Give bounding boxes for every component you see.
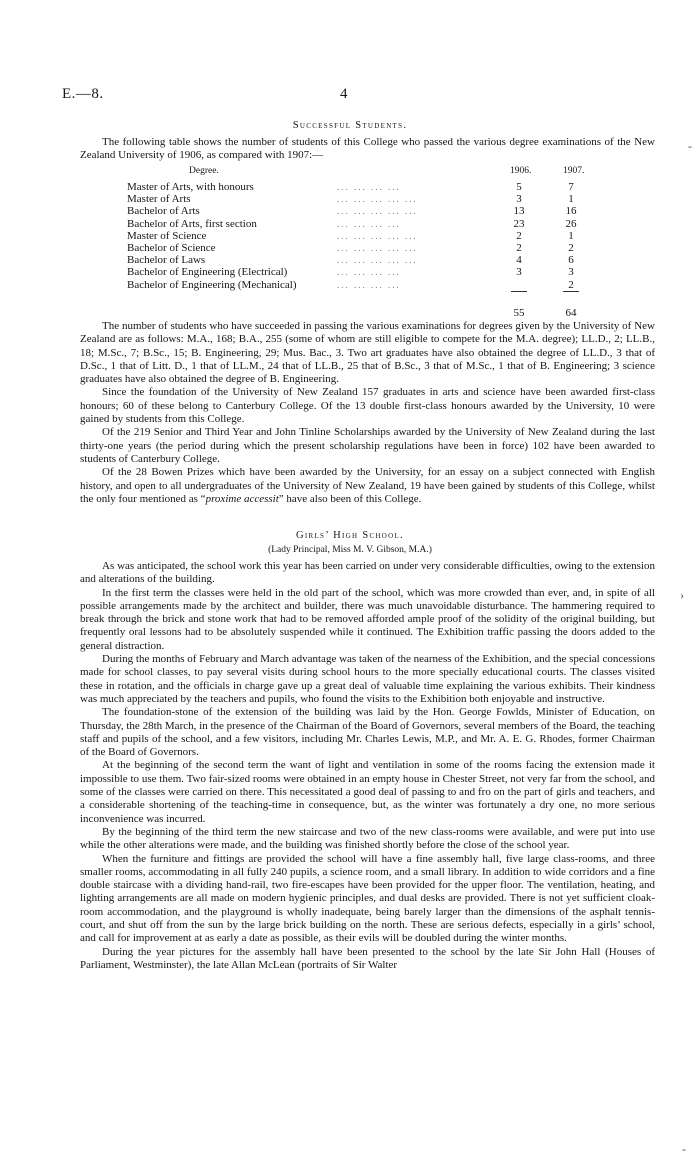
leader-dots: ... ... ... ... [337,182,401,192]
value-1907: 3 [568,266,574,279]
leader-dots: ... ... ... ... [337,267,401,278]
section2-body [80,560,655,972]
paragraph-foundation-stone: The foundation-stone of the extension of the building was laid by the Hon. George Fowlds, Minister of Education, on Thursday, the 28th March, in the presence of the Chairman of the Board of Governors, several members of the Board, the teaching staff and pupils of the school, and a few visitors, including Mr. Charles Lewis, M.P., and Mr. A. E. G. Rhodes, former Chairman of the Board of Governors. [80,706,655,759]
paragraph-second-term: At the beginning of the second term the want of light and ventilation in some of the rooms facing the extension made it impossible to use them. Two fair-sized rooms were obtained in an empty house in Chester Street, not very far from the school, and some of the classes were carried on there. This necessitated a good deal of passing to and fro on the part of girls and teachers, and a considerable shortening of the teaching-time in consequence, but, as the winter was fortunately a dry one, no more serious inconvenience was incurred. [80,759,655,825]
paragraph-pictures: During the year pictures for the assembly hall have been presented to the school by the late Sir John Hall (Houses of Parliament, Westminster), the late Allan McLean (portraits of Sir Walter [80,945,655,971]
paragraph-first-term: In the first term the classes were held in the old part of the school, which was more crowded than ever, and, in spite of all possible arrangements made by the architect and builder, there was much unavoidable disturbance. The hammering required to break through the brick and stone work that had to be removed afforded ample proof of the solidity of the original building, but frequently oral lessons had to be absolutely suspended while it continued. The Exhibition traffic passing the doors added to the general distraction. [80,586,655,652]
intro-text: The following table shows the number of students of this College who passed the various degree examinations of the New Zealand University of 1906, as compared with 1907:— [80,136,655,162]
degree-label: Bachelor of Laws [127,254,206,267]
leader-dots: ... ... ... ... ... [337,206,418,217]
degree-label: Bachelor of Engineering (Mechanical) [127,278,297,291]
leader-dots: ... ... ... ... [337,279,401,290]
degree-label: Bachelor of Science [127,241,216,254]
value-1907: 16 [565,205,577,218]
section1-body [80,320,655,506]
paragraph-scholarships: Of the 219 Senior and Third Year and John Tinline Scholarships awarded by the University of New Zealand during the last thirty-one years (the period during which the present scholarship regulations have been in force) 102 have been awarded to students of Canterbury College. [80,426,655,465]
value-1907: 6 [568,254,574,267]
value-1906: 23 [513,217,525,230]
degree-label: Master of Arts, with honours [127,181,254,193]
header-1906: 1906. [510,166,532,176]
value-1906: 5 [516,181,522,193]
degree-label: Bachelor of Arts [127,205,200,218]
value-1907: 26 [565,217,577,230]
value-1907: 2 [568,278,574,291]
value-1906: 13 [513,205,525,218]
table-row [127,218,597,230]
value-1907: 7 [568,181,574,193]
page-number: 4 [340,86,348,102]
value-1906: 3 [516,266,522,279]
value-1907: 1 [568,229,574,242]
leader-dots: ... ... ... ... ... [337,230,418,241]
table-header [127,166,597,181]
paragraph-third-term: By the beginning of the third term the new staircase and two of the new class-rooms were available, and were put into use while the other alterations were made, and the building was finished shortly before the close of the school year. [80,825,655,852]
paragraph-anticipated: As was anticipated, the school work this year has been carried on under very considerable difficulties, owing to the extension and alterations of the building. [80,560,655,586]
section-subtitle-principal: (Lady Principal, Miss M. V. Gibson, M.A.) [268,545,432,555]
value-1907: 2 [568,241,574,254]
value-1907: 1 [568,193,574,206]
paragraph-furniture: When the furniture and fittings are provided the school will have a fine assembly hall, five large class-rooms, and three smaller rooms, accommodating in all fully 240 pupils, a science room, and a small library. In addition to wide corridors and a fine double staircase with a dividing hand-rail, two fire-escapes have been provided for the upper floor. The ventilation, heating, and lighting arrangements are all made on modern hygienic principles, and dual desks are provided. There is not yet sufficient cloak-room accommodation, and the playground is wholly inadequate, being barely larger than the dimensions of the asphalt tennis-court, and shut off from the sun by the large brick building on the north. These are serious defects, especially in a girls’ school, and call for improvement at as early a date as possible, as their evils will be doubled during the winter months. [80,852,655,945]
total-1906: 55 [513,306,525,319]
table-row [127,181,597,193]
value-1906: 4 [516,254,522,267]
degree-label: Bachelor of Engineering (Electrical) [127,266,288,279]
intro-paragraph [80,136,655,163]
report-code: E.—8. [62,86,104,102]
table-row [127,266,597,278]
paragraph-degrees-count: The number of students who have succeeded in passing the various examinations for degrees given by the University of New Zealand are as follows: M.A., 168; B.A., 255 (some of whom are still eligible to compete for the M.A. degree); LL.D., 2; LL.B., 18; M.Sc., 7; B.Sc., 15; B. Engineering, 29; Mus. Bac., 3. Two art graduates have also obtained the degree of LL.D., 3 that of D.Sc., 1 that of Litt. D., 1 that of LL.M., 24 that of LL.B., 25 that of B.Sc., 3 that of M.Sc., 1 that of B. Engineering; 3 science graduates have also obtained the degree of B. Engineering. [80,320,655,386]
degree-label: Master of Science [127,229,207,242]
table-row [127,279,597,291]
table-row [127,230,597,242]
paragraph-exhibition: During the months of February and March advantage was taken of the nearness of the Exhibition, and the special concessions made for school classes, to pay several visits during school hours to the more specially educational courts. The classes visited these in rotation, and the officials in charge gave up a great deal of valuable time explaining the various exhibits. Their kindness was much appreciated by the teachers and pupils, who found the visits to the Exhibition both enjoyable and instructive. [80,653,655,705]
leader-dots: ... ... ... ... ... [337,242,418,253]
header-1907: 1907. [563,166,585,176]
table-row [127,254,597,266]
value-1906: 2 [516,229,522,242]
table-row [127,193,597,205]
value-1906: 2 [516,241,522,254]
margin-mark: ‐ [688,139,692,153]
table-row [127,242,597,254]
table-row [127,205,597,217]
degrees-table [127,166,597,319]
table-body [127,181,597,291]
paragraph-honours: Since the foundation of the University of New Zealand 157 graduates in arts and science have been awarded first-class honours; 60 of these belong to Canterbury College. Of the 13 double first-class honours awarded by the University, 10 were gained by students from this College. [80,386,655,426]
section-title-girls-high-school: Girls’ High School. [295,530,405,541]
degree-label: Master of Arts [127,193,191,206]
value-1906: 3 [516,193,522,206]
table-total-values [127,305,597,319]
paragraph-bowen-prizes [80,466,655,506]
leader-dots: ... ... ... ... ... [337,255,418,266]
bowen-text-b: ” have also been of this College. [278,492,422,505]
header-degree: Degree. [189,166,219,176]
table-total-row [127,291,597,305]
margin-mark: ‐ [682,1142,686,1156]
margin-mark: › [680,588,684,602]
section-title-successful-students: Successful Students. [292,120,408,131]
total-1907: 64 [565,306,577,319]
bowen-emphasis: proxime accessit [205,492,279,505]
bowen-text-a: Of the 28 Bowen Prizes which have been awarded by the University, for an essay on a subject connected with English history, and open to all undergraduates of the University of New Zealand, 19 have been gained by students of this College, whilst the only four mentioned as “ [80,466,655,505]
total-rule-1907 [563,291,579,292]
degree-label: Bachelor of Arts, first section [127,217,257,230]
leader-dots: ... ... ... ... ... [337,194,418,205]
total-rule-1906 [511,291,527,292]
leader-dots: ... ... ... ... [337,218,401,229]
